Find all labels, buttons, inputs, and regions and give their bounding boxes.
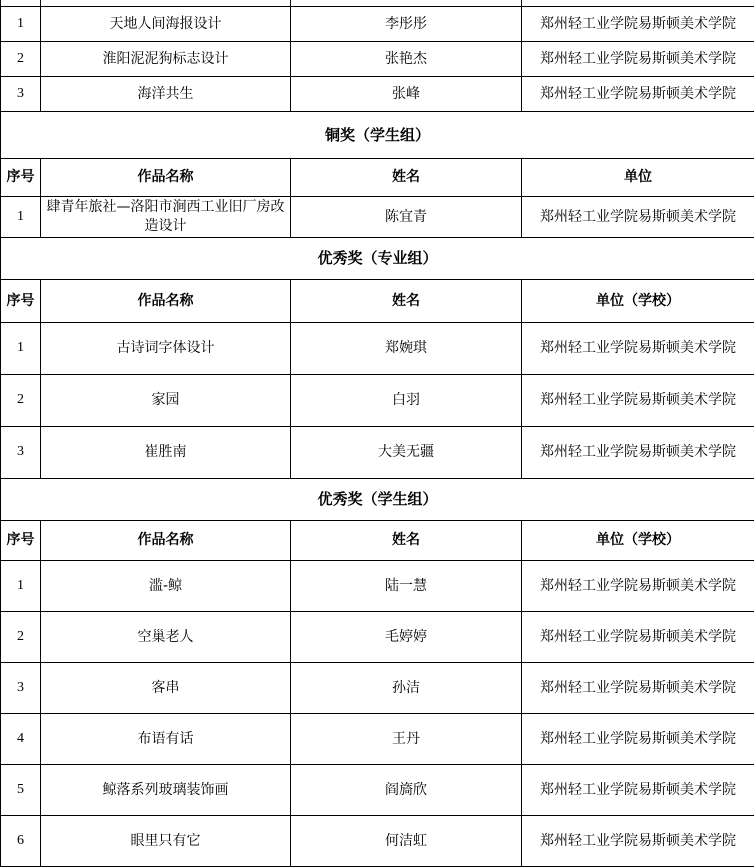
cell-unit: 郑州轻工业学院易斯顿美术学院 [522, 375, 754, 427]
column-header-no: 序号 [1, 521, 41, 561]
cell-name: 陈宜青 [291, 197, 522, 238]
cell-work: 天地人间海报设计 [41, 7, 291, 42]
cell-name: 何洁虹 [291, 816, 522, 867]
cell-name: 阎旖欣 [291, 765, 522, 816]
table-row [1, 714, 754, 765]
cell-unit: 郑州轻工业学院易斯顿美术学院 [522, 765, 754, 816]
column-header-unit: 单位（学校） [522, 280, 754, 323]
table-row [1, 816, 754, 867]
column-header-work: 作品名称 [41, 280, 291, 323]
cell-no: 1 [1, 197, 41, 238]
cell-no: 4 [1, 714, 41, 765]
column-header-unit: 单位 [522, 159, 754, 197]
section-title: 铜奖（学生组） [1, 112, 754, 159]
cell-name: 陆一慧 [291, 561, 522, 612]
cell-no: 2 [1, 612, 41, 663]
cell-no: 1 [1, 323, 41, 375]
cell-work: 海洋共生 [41, 77, 291, 112]
cell-unit: 郑州轻工业学院易斯顿美术学院 [522, 427, 754, 479]
column-header-name: 姓名 [291, 280, 522, 323]
awards-table-body [1, 0, 754, 867]
cell-name: 张艳杰 [291, 42, 522, 77]
table-row [1, 427, 754, 479]
cell-no: 2 [1, 375, 41, 427]
cell-name: 毛婷婷 [291, 612, 522, 663]
cell-name: 郑婉琪 [291, 323, 522, 375]
cell-name: 李彤彤 [291, 7, 522, 42]
cell-work: 滥-鲸 [41, 561, 291, 612]
cell-unit: 郑州轻工业学院易斯顿美术学院 [522, 7, 754, 42]
cell-no: 1 [1, 7, 41, 42]
cell-work: 古诗词字体设计 [41, 323, 291, 375]
column-header-name: 姓名 [291, 521, 522, 561]
column-header-work: 作品名称 [41, 159, 291, 197]
cell-work: 肆青年旅社—洛阳市涧西工业旧厂房改造设计 [41, 197, 291, 238]
table-row [1, 612, 754, 663]
cell-no: 3 [1, 77, 41, 112]
table-row [1, 7, 754, 42]
cell-unit: 郑州轻工业学院易斯顿美术学院 [522, 323, 754, 375]
table-row [1, 197, 754, 238]
cell-work: 淮阳泥泥狗标志设计 [41, 42, 291, 77]
section-title-row [1, 112, 754, 159]
cell-no: 1 [1, 561, 41, 612]
cell-work: 家园 [41, 375, 291, 427]
cell-unit: 郑州轻工业学院易斯顿美术学院 [522, 612, 754, 663]
cell-name: 张峰 [291, 77, 522, 112]
cell-work: 鲸落系列玻璃装饰画 [41, 765, 291, 816]
column-header-unit: 单位（学校） [522, 521, 754, 561]
cell-unit: 郑州轻工业学院易斯顿美术学院 [522, 714, 754, 765]
section-title: 优秀奖（专业组） [1, 238, 754, 280]
cell-unit: 郑州轻工业学院易斯顿美术学院 [522, 816, 754, 867]
column-header-name: 姓名 [291, 159, 522, 197]
cell-work: 客串 [41, 663, 291, 714]
table-row [1, 77, 754, 112]
table-row [1, 42, 754, 77]
section-title-row [1, 238, 754, 280]
column-header-no: 序号 [1, 280, 41, 323]
header-row [1, 159, 754, 197]
cell-no: 6 [1, 816, 41, 867]
header-row [1, 521, 754, 561]
table-row [1, 765, 754, 816]
cell-name: 白羽 [291, 375, 522, 427]
cell-no: 2 [1, 42, 41, 77]
column-header-no: 序号 [1, 159, 41, 197]
section-title: 优秀奖（学生组） [1, 479, 754, 521]
cell-work: 崔胜南 [41, 427, 291, 479]
table-row [1, 663, 754, 714]
cell-unit: 郑州轻工业学院易斯顿美术学院 [522, 77, 754, 112]
column-header-work: 作品名称 [41, 521, 291, 561]
cell-work: 布语有话 [41, 714, 291, 765]
table-row [1, 323, 754, 375]
table-row [1, 561, 754, 612]
cell-no: 3 [1, 427, 41, 479]
cell-work: 眼里只有它 [41, 816, 291, 867]
table-row [1, 375, 754, 427]
cell-name: 孙洁 [291, 663, 522, 714]
header-row [1, 280, 754, 323]
cell-no: 5 [1, 765, 41, 816]
section-title-row [1, 479, 754, 521]
cell-unit: 郑州轻工业学院易斯顿美术学院 [522, 663, 754, 714]
cell-work: 空巢老人 [41, 612, 291, 663]
cell-name: 大美无疆 [291, 427, 522, 479]
cell-name: 王丹 [291, 714, 522, 765]
cell-no: 3 [1, 663, 41, 714]
cell-unit: 郑州轻工业学院易斯顿美术学院 [522, 42, 754, 77]
cell-unit: 郑州轻工业学院易斯顿美术学院 [522, 197, 754, 238]
cell-unit: 郑州轻工业学院易斯顿美术学院 [522, 561, 754, 612]
